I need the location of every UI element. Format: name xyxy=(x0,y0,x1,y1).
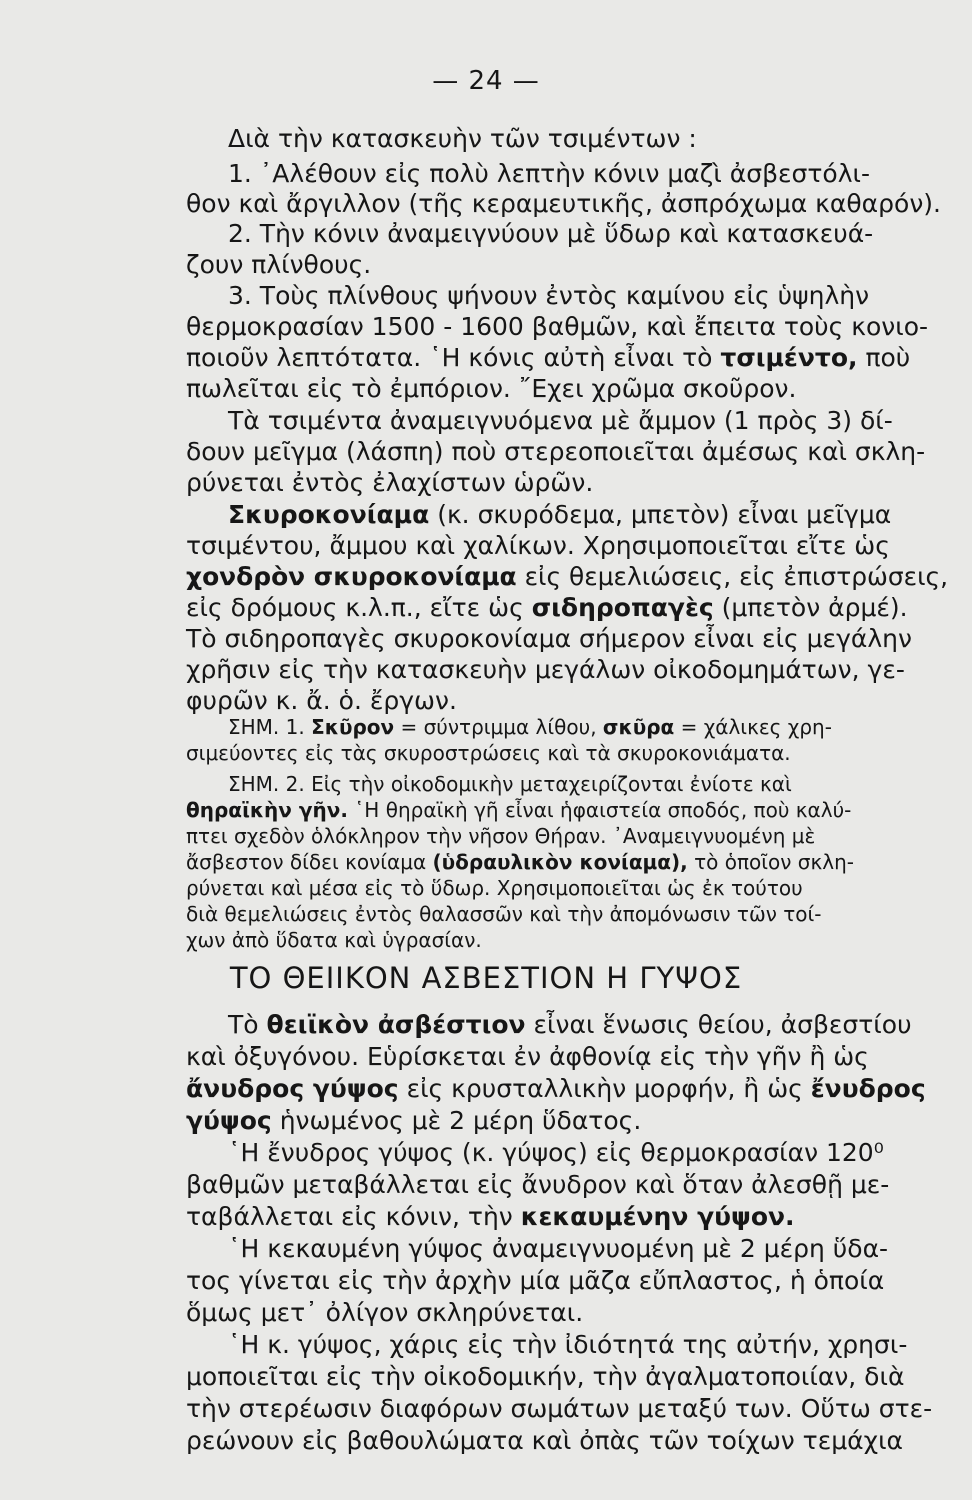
note-line xyxy=(186,850,854,874)
text-run: ταβάλλεται εἰς κόνιν, τὴν xyxy=(186,1202,521,1231)
term-skyra: σκῦρα xyxy=(602,715,675,739)
section-heading: ΤΟ ΘΕΙΙΚΟΝ ΑΣΒΕΣΤΙΟΝ Η ΓΥΨΟΣ xyxy=(229,961,743,995)
body-line: ρύνεται ἐντὸς ἐλαχίστων ὡρῶν. xyxy=(186,468,594,497)
body-line: θον καὶ ἄργιλλον (τῆς κεραμευτικῆς, ἀσπρόχωμα καθαρόν). xyxy=(186,189,941,218)
body-line: 1. ᾿Αλέθουν εἰς πολὺ λεπτὴν κόνιν μαζὶ ἀσβεστόλι- xyxy=(228,159,871,188)
body-line: θερμοκρασίαν 1500 - 1600 βαθμῶν, καὶ ἔπειτα τοὺς κονιο- xyxy=(186,312,929,341)
body-line: τὴν στερέωσιν διαφόρων σωμάτων μεταξύ των. Οὕτω στε- xyxy=(186,1394,933,1423)
text-run: = σύντριμμα λίθου, xyxy=(394,715,603,739)
text-run: ποὺ xyxy=(857,343,911,372)
note-line: ρύνεται καὶ μέσα εἰς τὸ ὕδωρ. Χρησιμοποιεῖται ὡς ἐκ τούτου xyxy=(186,876,803,900)
body-line xyxy=(186,1106,641,1136)
term-skyron: Σκῦρον xyxy=(311,715,395,739)
text-run: εἰς δρόμους κ.λ.π., εἴτε ὡς xyxy=(186,593,532,622)
body-line xyxy=(186,1074,926,1104)
body-line: τος γίνεται εἰς τὴν ἀρχὴν μία μᾶζα εὔπλαστος, ἡ ὁποία xyxy=(186,1266,885,1295)
term-tsimento: τσιμέντο, xyxy=(720,343,858,372)
note-line: πτει σχεδὸν ὁλόκληρον τὴν νῆσον Θήραν. ᾿Αναμειγνυομένη μὲ xyxy=(186,824,816,848)
text-run: = χάλικες χρη- xyxy=(674,715,832,739)
note-line xyxy=(186,798,851,822)
term-ydravliko-koniama: (ὑδραυλικὸν κονίαμα), xyxy=(432,850,688,874)
term-enydros: ἔνυδρος xyxy=(810,1074,926,1103)
text-run: ἄσβεστον δίδει κονίαμα xyxy=(186,850,433,874)
body-line: Τὰ τσιμέντα ἀναμειγνυόμενα μὲ ἄμμον (1 πρὸς 3) δί- xyxy=(228,406,893,435)
term-kekaymeni-gypsos: κεκαυμένην γύψον. xyxy=(520,1202,795,1231)
body-line: τσιμέντου, ἄμμου καὶ χαλίκων. Χρησιμοποιεῖται εἴτε ὡς xyxy=(186,531,890,560)
body-line xyxy=(186,343,910,373)
text-run: τὸ ὁποῖον σκλη- xyxy=(687,850,854,874)
text-run: (κ. σκυρόδεμα, μπετὸν) εἶναι μεῖγμα xyxy=(429,500,892,529)
body-line: μοποιεῖται εἰς τὴν οἰκοδομικήν, τὴν ἀγαλματοποιίαν, διὰ xyxy=(186,1362,905,1391)
body-line: φυρῶν κ. ἄ. ὁ. ἔργων. xyxy=(186,686,457,715)
body-line: 3. Τοὺς πλίνθους ψήνουν ἐντὸς καμίνου εἰς ὑψηλὴν xyxy=(228,281,870,310)
term-anydros-gypsos: ἄνυδρος γύψος xyxy=(186,1074,399,1103)
intro-line: Διὰ τὴν κατασκευὴν τῶν τσιμέντων : xyxy=(228,124,697,153)
note-line xyxy=(228,715,832,739)
body-line: χρῆσιν εἰς τὴν κατασκευὴν μεγάλων οἰκοδομημάτων, γε- xyxy=(186,655,905,684)
body-line xyxy=(228,500,891,530)
body-line: ῾Η κεκαυμένη γύψος ἀναμειγνυομένη μὲ 2 μέρη ὕδα- xyxy=(228,1234,889,1263)
body-line: δουν μεῖγμα (λάσπη) ποὺ στερεοποιεῖται ἀμέσως καὶ σκλη- xyxy=(186,437,926,466)
body-line xyxy=(186,562,948,592)
text-run: εἰς θεμελιώσεις, εἰς ἐπιστρώσεις, xyxy=(516,562,949,591)
body-line: ῾Η ἔνυδρος γύψος (κ. γύψος) εἰς θερμοκρασίαν 120⁰ xyxy=(228,1138,884,1167)
term-sidiropages: σιδηροπαγὲς xyxy=(531,593,714,622)
body-line: ὅμως μετ᾿ ὀλίγον σκληρύνεται. xyxy=(186,1298,584,1327)
text-run: εἰς κρυσταλλικὴν μορφήν, ἢ ὡς xyxy=(398,1074,811,1103)
text-run: ῾Η θηραϊκὴ γῆ εἶναι ἡφαιστεία σποδός, ποὺ καλύ- xyxy=(347,798,852,822)
page-number: — 24 — xyxy=(432,66,540,96)
term-skyrokoniama: Σκυροκονίαμα xyxy=(228,500,430,529)
text-run: εἶναι ἕνωσις θείου, ἀσβεστίου xyxy=(525,1010,912,1039)
text-run: Τὸ xyxy=(228,1010,267,1039)
body-line: Τὸ σιδηροπαγὲς σκυροκονίαμα σήμερον εἶναι εἰς μεγάλην xyxy=(186,624,912,653)
body-line: ζουν πλίνθους. xyxy=(186,250,372,279)
body-line: πωλεῖται εἰς τὸ ἐμπόριον. ῎Εχει χρῶμα σκοῦρον. xyxy=(186,374,797,403)
body-line xyxy=(186,1202,795,1232)
note-line: σιμεύοντες εἰς τὰς σκυροστρώσεις καὶ τὰ σκυροκονιάματα. xyxy=(186,741,791,765)
text-run: ἡνωμένος μὲ 2 μέρη ὕδατος. xyxy=(271,1106,642,1135)
body-line: ῾Η κ. γύψος, χάρις εἰς τὴν ἰδιότητά της αὐτήν, χρησι- xyxy=(228,1330,908,1359)
term-chondron-skyrokoniama: χονδρὸν σκυροκονίαμα xyxy=(186,562,517,591)
term-thiraiki-gi: θηραϊκὴν γῆν. xyxy=(186,798,348,822)
body-line xyxy=(228,1010,912,1040)
note-line: ΣΗΜ. 2. Εἰς τὴν οἰκοδομικὴν μεταχειρίζονται ἐνίοτε καὶ xyxy=(228,772,792,796)
term-theiiko-asvestio: θειϊκὸν ἀσβέστιον xyxy=(266,1010,526,1039)
text-run: (μπετὸν ἀρμέ). xyxy=(713,593,908,622)
body-line xyxy=(186,593,908,623)
term-gypsos: γύψος xyxy=(186,1106,272,1135)
note-line: χων ἀπὸ ὕδατα καὶ ὑγρασίαν. xyxy=(186,928,482,952)
text-run: ΣΗΜ. 1. xyxy=(228,715,312,739)
body-line: βαθμῶν μεταβάλλεται εἰς ἄνυδρον καὶ ὅταν ἀλεσθῇ με- xyxy=(186,1170,890,1199)
body-line: καὶ ὀξυγόνου. Εὑρίσκεται ἐν ἀφθονίᾳ εἰς τὴν γῆν ἢ ὡς xyxy=(186,1042,869,1071)
note-line: διὰ θεμελιώσεις ἐντὸς θαλασσῶν καὶ τὴν ἀπομόνωσιν τῶν τοί- xyxy=(186,902,822,926)
text-run: ποιοῦν λεπτότατα. ῾Η κόνις αὐτὴ εἶναι τὸ xyxy=(186,343,721,372)
body-line: 2. Τὴν κόνιν ἀναμειγνύουν μὲ ὕδωρ καὶ κατασκευά- xyxy=(228,219,874,248)
body-line: ρεώνουν εἰς βαθουλώματα καὶ ὀπὰς τῶν τοίχων τεμάχια xyxy=(186,1426,904,1455)
